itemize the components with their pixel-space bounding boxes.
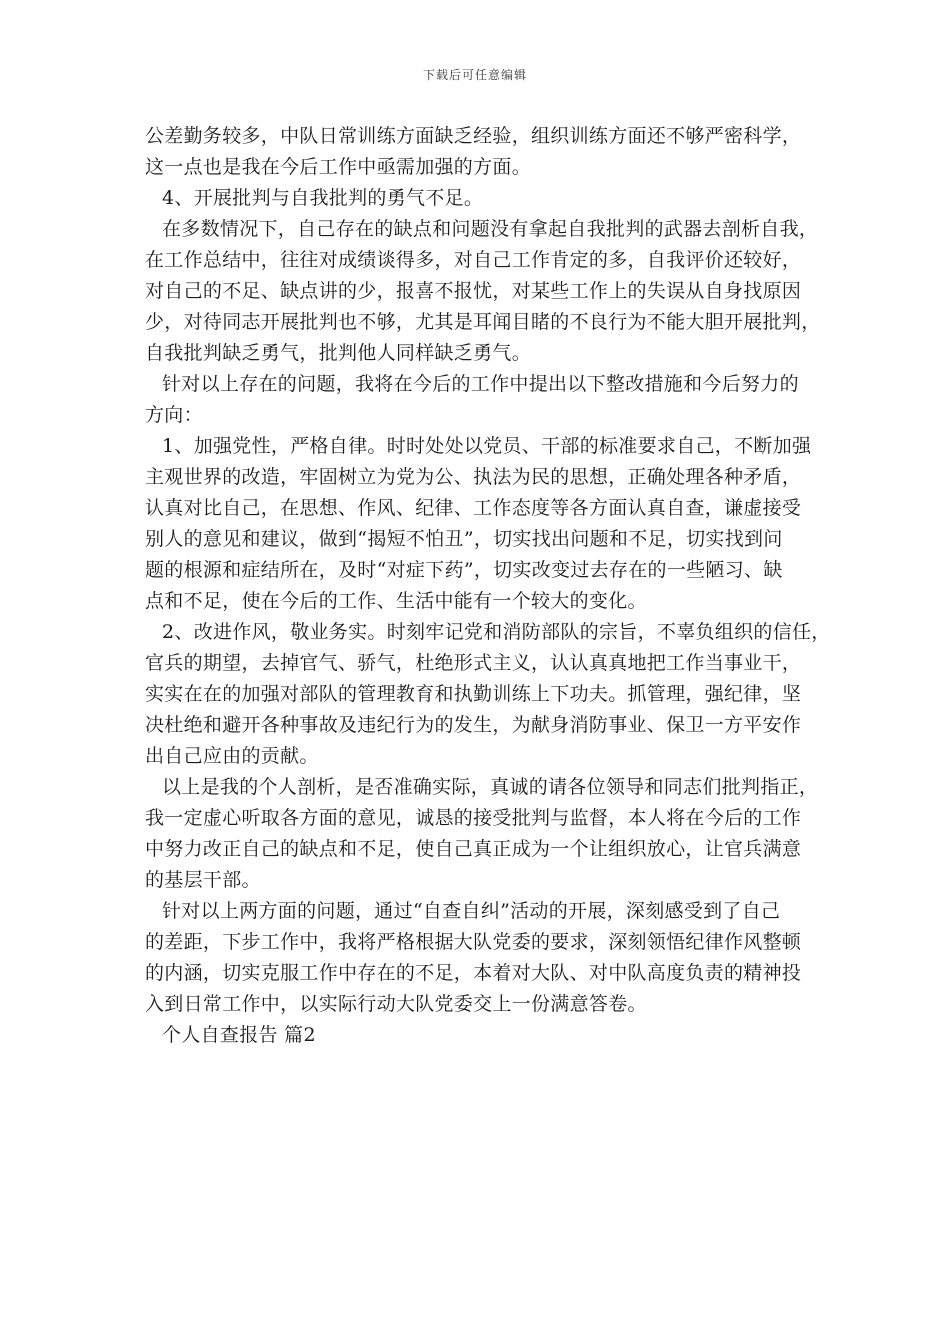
text-line: 方向： xyxy=(145,404,203,426)
text-line: 2、改进作风，敬业务实。时刻牢记党和消防部队的宗旨，不辜负组织的信任， xyxy=(162,621,831,643)
text-line: 公差勤务较多，中队日常训练方面缺乏经验，组织训练方面还不够严密科学， xyxy=(145,125,802,147)
text-line: 实实在在的加强对部队的管理教育和执勤训练上下功夫。抓管理，强纪律，坚 xyxy=(145,683,802,705)
text-line: 的内涵，切实克服工作中存在的不足，本着对大队、对中队高度负责的精神投 xyxy=(145,962,802,984)
text-line: 在多数情况下，自己存在的缺点和问题没有拿起自我批判的武器去剖析自我， xyxy=(162,218,819,240)
text-line: 对自己的不足、缺点讲的少，报喜不报忧，对某些工作上的失误从自身找原因 xyxy=(145,280,802,302)
text-line: 别人的意见和建议，做到“揭短不怕丑”，切实找出问题和不足，切实找到问 xyxy=(145,528,783,550)
text-line: 认真对比自己，在思想、作风、纪律、工作态度等各方面认真自查，谦虚接受 xyxy=(145,497,802,519)
page-header: 下载后可任意编辑 xyxy=(422,68,527,82)
text-line: 自我批判缺乏勇气，批判他人同样缺乏勇气。 xyxy=(145,342,532,364)
text-line: 决杜绝和避开各种事故及违纪行为的发生，为献身消防事业、保卫一方平安作 xyxy=(145,714,802,736)
text-line: 1、加强党性，严格自律。时时处处以党员、干部的标准要求自己，不断加强 xyxy=(162,435,812,457)
text-line: 主观世界的改造，牢固树立为党为公、执法为民的思想，正确处理各种矛盾， xyxy=(145,466,802,488)
text-line: 入到日常工作中，以实际行动大队党委交上一份满意答卷。 xyxy=(145,993,647,1015)
text-line: 这一点也是我在今后工作中亟需加强的方面。 xyxy=(145,156,532,178)
document-body xyxy=(145,121,831,1051)
text-line: 的差距，下步工作中，我将严格根据大队党委的要求，深刻领悟纪律作风整顿 xyxy=(145,931,802,953)
text-line: 4、开展批判与自我批判的勇气不足。 xyxy=(162,187,484,209)
text-line: 少，对待同志开展批判也不够，尤其是耳闻目睹的不良行为不能大胆开展批判， xyxy=(145,311,821,333)
text-line: 我一定虚心听取各方面的意见，诚恳的接受批判与监督，本人将在今后的工作 xyxy=(145,807,802,829)
text-line: 针对以上两方面的问题，通过“自查自纠”活动的开展，深刻感受到了自己 xyxy=(162,900,781,922)
text-line: 官兵的期望，去掉官气、骄气，杜绝形式主义，认认真真地把工作当事业干， xyxy=(145,652,802,674)
text-line: 的基层干部。 xyxy=(145,869,261,891)
text-line: 点和不足，使在今后的工作、生活中能有一个较大的变化。 xyxy=(145,590,647,612)
text-line: 针对以上存在的问题，我将在今后的工作中提出以下整改措施和今后努力的 xyxy=(162,373,799,395)
text-line: 题的根源和症结所在，及时“对症下药”，切实改变过去存在的一些陋习、缺 xyxy=(145,559,783,581)
text-line: 中努力改正自己的缺点和不足，使自己真正成为一个让组织放心，让官兵满意 xyxy=(145,838,802,860)
text-line: 在工作总结中，往往对成绩谈得多，对自己工作肯定的多，自我评价还较好， xyxy=(145,249,802,271)
text-line: 以上是我的个人剖析，是否准确实际，真诚的请各位领导和同志们批判指正， xyxy=(162,776,819,798)
text-line: 个人自查报告 篇2 xyxy=(162,1024,316,1046)
text-line: 出自己应由的贡献。 xyxy=(145,745,319,767)
